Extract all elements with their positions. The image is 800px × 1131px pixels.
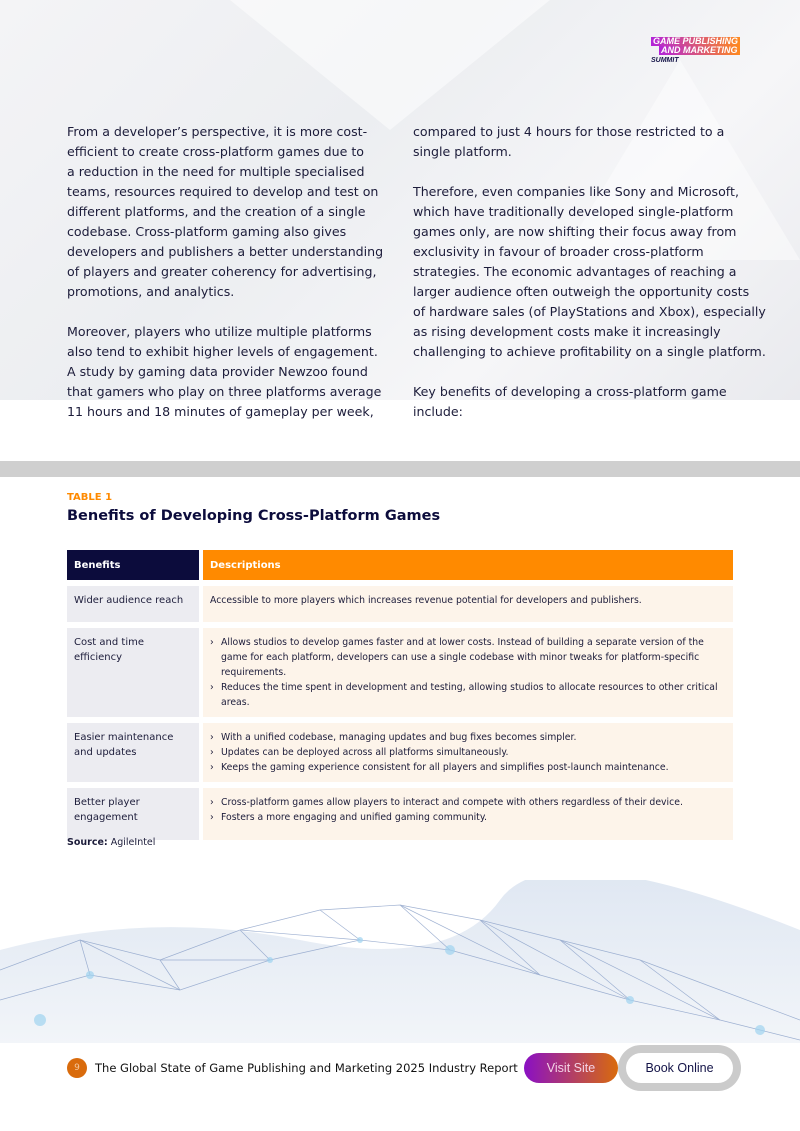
chevron-right-icon: › xyxy=(210,812,214,823)
header-benefits: Benefits xyxy=(67,550,199,580)
left-column-text xyxy=(67,122,383,442)
text-line: Key benefits of developing a cross-platform game xyxy=(413,384,727,399)
table-row xyxy=(67,723,733,782)
text-line: Therefore, even companies like Sony and Microsoft, xyxy=(413,184,739,199)
table-row xyxy=(67,586,733,622)
text-line: challenging to achieve profitability on a single platform. xyxy=(413,344,766,359)
description-cell xyxy=(203,723,733,782)
divider-band xyxy=(0,461,800,477)
table-header xyxy=(67,550,733,580)
paragraph xyxy=(413,122,766,162)
paragraph xyxy=(67,322,383,422)
table-label: TABLE 1 xyxy=(67,492,113,503)
description-text: Accessible to more players which increases revenue potential for developers and publishers. xyxy=(210,595,642,606)
text-line: From a developer’s perspective, it is more cost- xyxy=(67,124,368,139)
text-line: a reduction in the need for multiple specialised xyxy=(67,164,365,179)
chevron-right-icon: › xyxy=(210,747,214,758)
bullet-text: Fosters a more engaging and unified gaming community. xyxy=(221,812,487,823)
text-line: exclusivity in favour of broader cross-platform xyxy=(413,244,704,259)
text-line: A study by gaming data provider Newzoo found xyxy=(67,364,368,379)
bullet-text: Updates can be deployed across all platforms simultaneously. xyxy=(221,747,509,758)
summit-logo: GAME PUBLISHING AND MARKETING SUMMIT xyxy=(651,36,739,64)
table-row xyxy=(67,628,733,717)
source-note: Source: AgileIntel xyxy=(67,837,156,848)
benefit-cell: Better player engagement xyxy=(67,788,199,840)
text-line: larger audience often outweigh the opportunity costs xyxy=(413,284,750,299)
table-title: Benefits of Developing Cross-Platform Games xyxy=(67,508,441,524)
text-line: single platform. xyxy=(413,144,512,159)
description-cell xyxy=(203,586,733,622)
chevron-right-icon: › xyxy=(210,762,214,773)
chevron-right-icon: › xyxy=(210,682,214,693)
text-line: codebase. Cross-platform gaming also gives xyxy=(67,224,347,239)
bullet-item xyxy=(210,795,726,810)
text-line: compared to just 4 hours for those restricted to a xyxy=(413,124,725,139)
text-line: Moreover, players who utilize multiple platforms xyxy=(67,324,372,339)
book-online-button[interactable]: Book Online xyxy=(626,1053,733,1083)
header-descriptions: Descriptions xyxy=(203,550,733,580)
benefits-table xyxy=(67,550,733,846)
bullet-item xyxy=(210,680,726,710)
bullet-text: Cross-platform games allow players to interact and compete with others regardless of their device. xyxy=(221,797,683,808)
bullet-text: Reduces the time spent in development and testing, allowing studios to allocate resources to other critical areas. xyxy=(221,682,718,708)
text-line: which have traditionally developed single-platform xyxy=(413,204,734,219)
bullet-text: With a unified codebase, managing updates and bug fixes becomes simpler. xyxy=(221,732,577,743)
bullet-item xyxy=(210,745,726,760)
wireframe-wave-image xyxy=(0,880,800,1045)
chevron-right-icon: › xyxy=(210,637,214,648)
bullet-item xyxy=(210,730,726,745)
benefit-cell: Cost and time efficiency xyxy=(67,628,199,717)
text-line: also tend to exhibit higher levels of engagement. xyxy=(67,344,378,359)
text-line: efficient to create cross-platform games due to xyxy=(67,144,365,159)
page-number: 9 xyxy=(67,1058,87,1078)
text-line: that gamers who play on three platforms average xyxy=(67,384,382,399)
chevron-right-icon: › xyxy=(210,797,214,808)
text-line: games only, are now shifting their focus away from xyxy=(413,224,737,239)
paragraph xyxy=(413,382,766,422)
table-row xyxy=(67,788,733,840)
text-line: of players and greater coherency for advertising, xyxy=(67,264,377,279)
benefit-cell: Wider audience reach xyxy=(67,586,199,622)
text-line: developers and publishers a better understanding xyxy=(67,244,384,259)
visit-site-button[interactable]: Visit Site xyxy=(524,1053,618,1083)
paragraph xyxy=(413,182,766,362)
text-line: of hardware sales (of PlayStations and Xbox), especially xyxy=(413,304,766,319)
right-column-text xyxy=(413,122,766,442)
report-title: The Global State of Game Publishing and Marketing 2025 Industry Report xyxy=(95,1061,518,1075)
bullet-item xyxy=(210,810,726,825)
bullet-item xyxy=(210,760,726,775)
chevron-right-icon: › xyxy=(210,732,214,743)
text-line: include: xyxy=(413,404,463,419)
description-cell xyxy=(203,628,733,717)
bullet-item xyxy=(210,635,726,680)
text-line: promotions, and analytics. xyxy=(67,284,235,299)
text-line: 11 hours and 18 minutes of gameplay per week, xyxy=(67,404,374,419)
text-line: strategies. The economic advantages of reaching a xyxy=(413,264,737,279)
text-line: different platforms, and the creation of a single xyxy=(67,204,366,219)
paragraph xyxy=(67,122,383,302)
description-cell xyxy=(203,788,733,840)
benefit-cell: Easier maintenance and updates xyxy=(67,723,199,782)
bullet-text: Keeps the gaming experience consistent for all players and simplifies post-launch maintenance. xyxy=(221,762,669,773)
text-line: as rising development costs make it increasingly xyxy=(413,324,721,339)
bullet-text: Allows studios to develop games faster and at lower costs. Instead of building a separate version of the game for each platform, developers can use a single codebase with minor tweaks for platform-specific requirements. xyxy=(221,637,704,678)
text-line: teams, resources required to develop and test on xyxy=(67,184,379,199)
